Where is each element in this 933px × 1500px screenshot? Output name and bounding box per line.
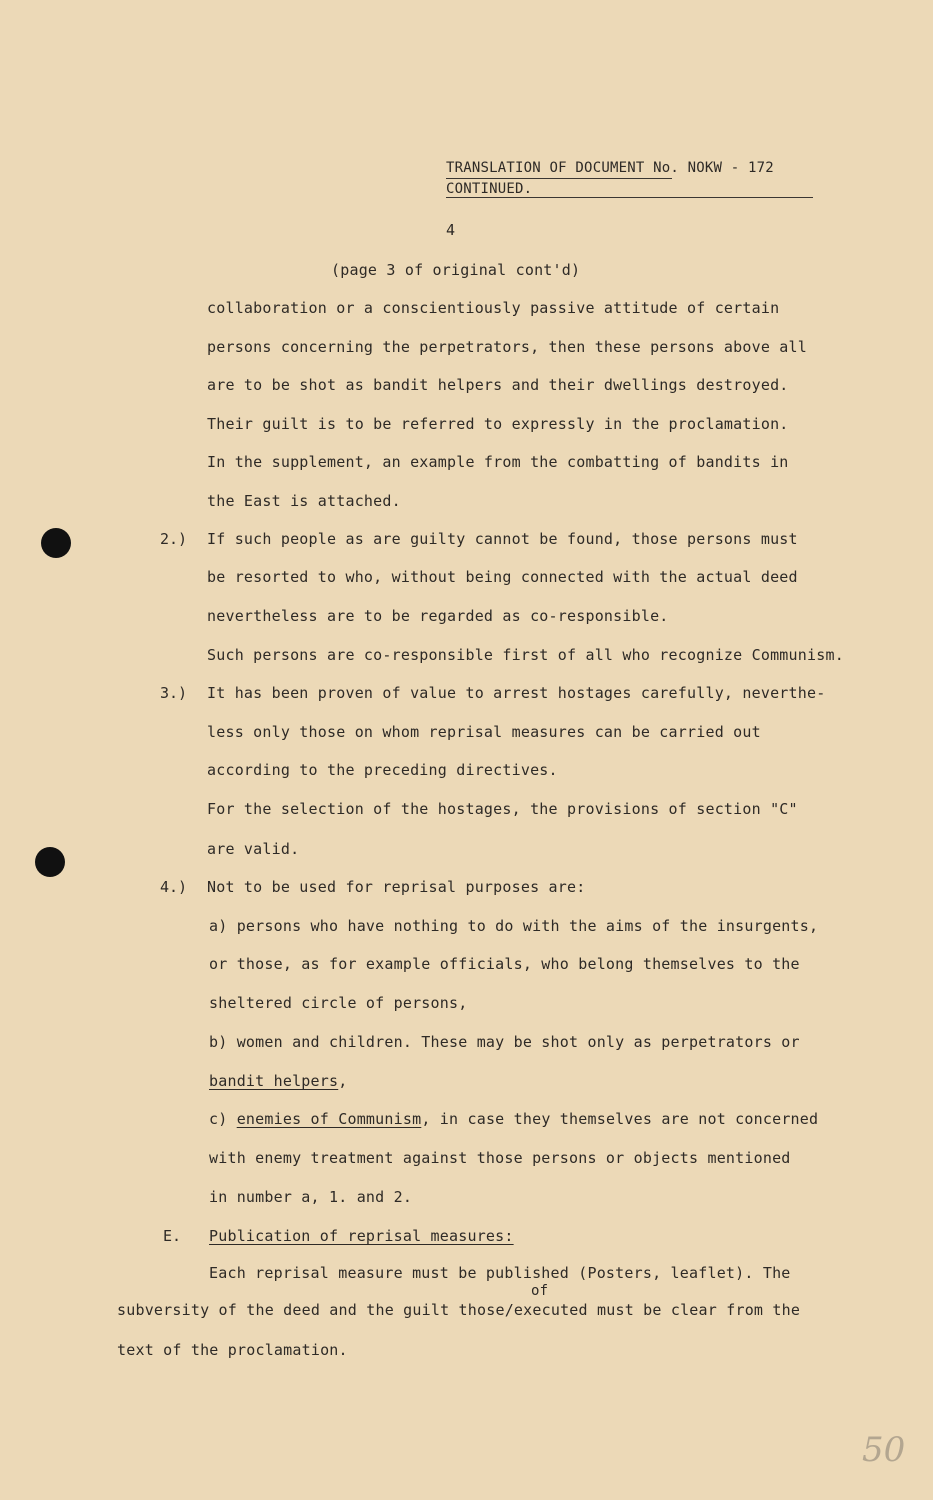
intro-line-5: In the supplement, an example from the combatting of bandits in: [207, 453, 789, 471]
section-e-line-3: text of the proclamation.: [117, 1341, 348, 1359]
intro-line-6: the East is attached.: [207, 492, 401, 510]
header-title-line2: CONTINUED.: [446, 181, 533, 197]
item-4-number: 4.): [160, 878, 188, 896]
enemies-of-communism-underlined: enemies of Communism: [236, 1110, 422, 1128]
item-3-line-2: less only those on whom reprisal measures can be carried out: [207, 723, 761, 741]
item-2-line-2: be resorted to who, without being connected with the actual deed: [207, 568, 798, 586]
intro-line-1: collaboration or a conscientiously passive attitude of certain: [207, 299, 780, 317]
item-2-line-1: If such people as are guilty cannot be found, those persons must: [207, 530, 798, 548]
item-4a-line-1: a) persons who have nothing to do with the aims of the insurgents,: [209, 917, 819, 935]
item-3-line-5: are valid.: [207, 840, 300, 858]
intro-line-4: Their guilt is to be referred to expressly in the proclamation.: [207, 415, 789, 433]
item-4b-line-1: b) women and children. These may be shot only as perpetrators or: [209, 1033, 800, 1051]
item-2-number: 2.): [160, 530, 188, 548]
folio-number: 50: [862, 1430, 906, 1470]
item-2-line-3: nevertheless are to be regarded as co-responsible.: [207, 607, 669, 625]
bandit-helpers-comma: ,: [338, 1072, 348, 1090]
punch-hole-top: [41, 528, 71, 558]
section-e-heading: Publication of reprisal measures:: [209, 1227, 514, 1245]
item-4a-line-2: or those, as for example officials, who belong themselves to the: [209, 955, 800, 973]
item-4c-prefix: c): [209, 1110, 237, 1128]
subtitle: (page 3 of original cont'd): [331, 261, 581, 279]
item-4c-rest: , in case they themselves are not concerned: [421, 1110, 819, 1128]
section-e-line-1: Each reprisal measure must be published (Posters, leaflet). The: [209, 1264, 791, 1282]
item-4c-line-1: [209, 1110, 818, 1128]
item-4-intro: Not to be used for reprisal purposes are:: [207, 878, 586, 896]
section-e-line-2: subversity of the deed and the guilt those/executed must be clear from the: [117, 1301, 801, 1319]
item-3-line-1: It has been proven of value to arrest hostages carefully, neverthe-: [207, 684, 826, 702]
section-e-letter: E.: [163, 1227, 182, 1245]
bandit-helpers-underlined: bandit helpers: [209, 1072, 339, 1090]
item-3-line-4: For the selection of the hostages, the provisions of section "C": [207, 800, 798, 818]
page-number: 4: [446, 221, 456, 239]
item-4b-line-2: [209, 1072, 347, 1090]
item-4c-line-3: in number a, 1. and 2.: [209, 1188, 413, 1206]
item-2-line-4: Such persons are co-responsible first of all who recognize Communism.: [207, 646, 844, 664]
item-4a-line-3: sheltered circle of persons,: [209, 994, 468, 1012]
item-3-number: 3.): [160, 684, 188, 702]
item-4c-line-2: with enemy treatment against those persons or objects mentioned: [209, 1149, 791, 1167]
header-rule-top: [446, 178, 672, 179]
intro-line-2: persons concerning the perpetrators, then these persons above all: [207, 338, 807, 356]
punch-hole-bottom: [35, 847, 65, 877]
header-rule-bottom: [446, 197, 813, 198]
item-3-line-3: according to the preceding directives.: [207, 761, 558, 779]
header-title-line1: TRANSLATION OF DOCUMENT No. NOKW - 172: [446, 160, 774, 176]
section-e-insert: of: [531, 1283, 549, 1299]
intro-line-3: are to be shot as bandit helpers and their dwellings destroyed.: [207, 376, 789, 394]
